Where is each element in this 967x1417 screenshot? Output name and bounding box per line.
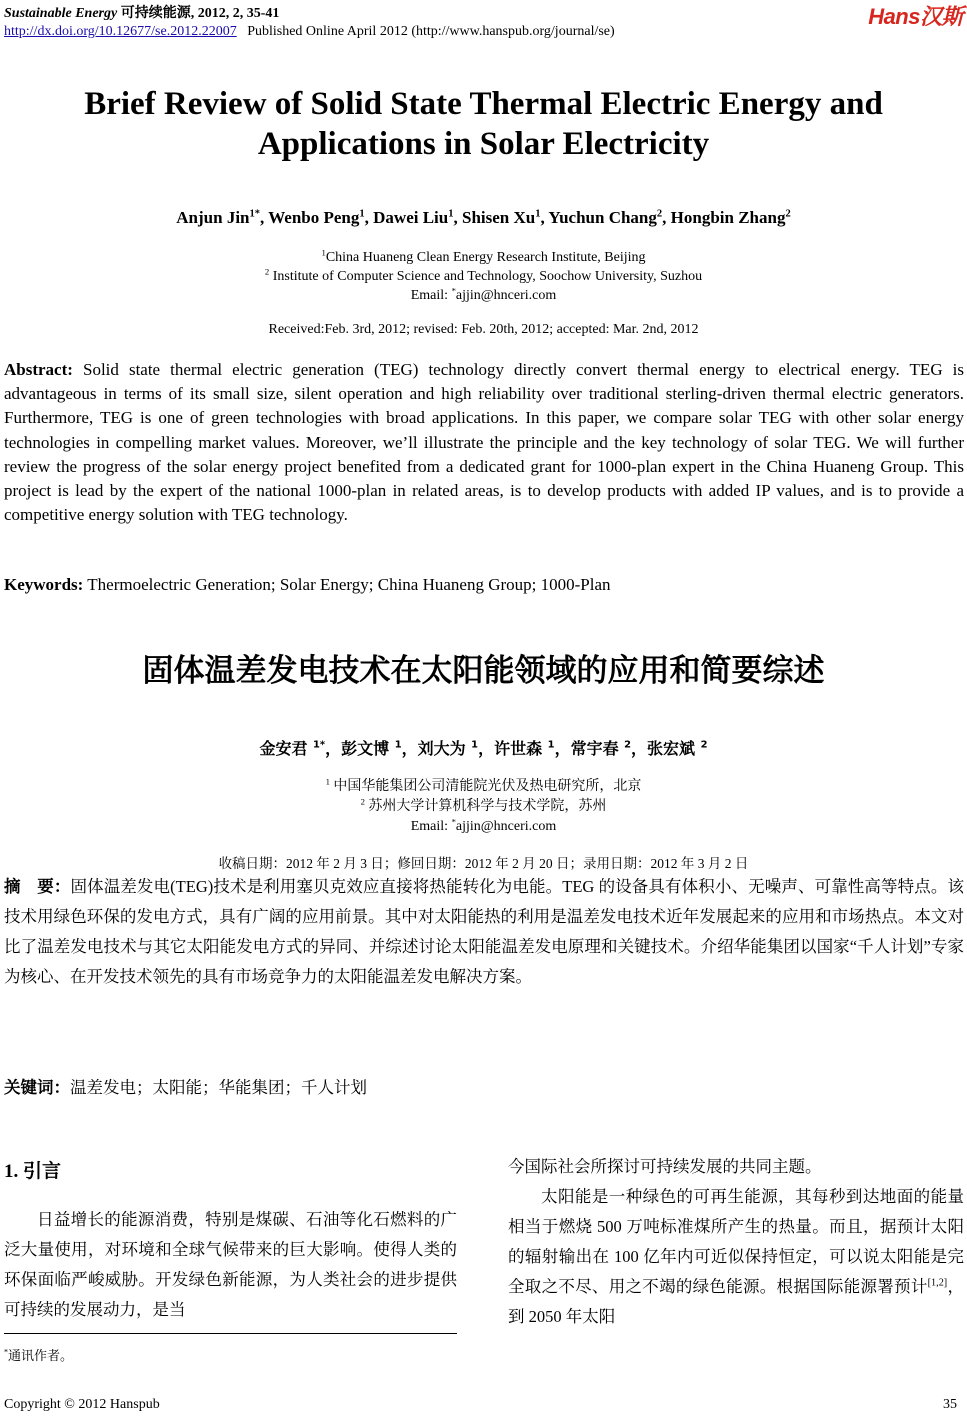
journal-issue: , 2012, 2, 35-41 xyxy=(190,6,280,21)
paper-title: Brief Review of Solid State Thermal Electric Energy and Applications in Solar Electricity xyxy=(84,86,883,162)
received-dates: Received:Feb. 3rd, 2012; revised: Feb. 20th, 2012; accepted: Mar. 2nd, 2012 xyxy=(268,322,699,337)
journal-name-cn: 可持续能源 xyxy=(120,6,191,21)
keywords-label: Keywords: xyxy=(4,575,84,594)
published-online: Published Online April 2012 (http://www.hanspub.org/journal/se) xyxy=(247,24,615,39)
abstract-cn xyxy=(4,872,964,992)
abstract-cn-label: 摘 要： xyxy=(4,877,71,896)
email-en: Email: *ajjin@hnceri.com xyxy=(410,285,557,303)
doi-link[interactable]: http://dx.doi.org/10.12677/se.2012.22007 xyxy=(4,24,237,39)
keywords-cn-text: 温差发电；太阳能；华能集团；千人计划 xyxy=(70,1078,367,1097)
affiliation-cn-1: $^1$ 中国华能集团公司清能院光伏及热电研究所，北京 xyxy=(325,776,642,794)
affiliation-cn-2: $^2$ 苏州大学计算机科学与技术学院，苏州 xyxy=(360,796,607,814)
keywords-en xyxy=(4,573,964,597)
body-right-paragraph: 太阳能是一种绿色的可再生能源，其每秒到达地面的能量相当于燃烧 500 万吨标准煤所产生的热量。而且，据预计太阳的辐射输出在 100 亿年内可近似保持恒定，可以说太阳能是完全取之不尽、用之不竭的绿色能源。根据国际能源署预计[1,2]，到 2050 年太阳 xyxy=(508,1187,965,1326)
authors-cn: 金安君 $^{1*}$，彭文博 $^1$，刘大为 $^1$，许世森 $^1$，常宇春 $^2$，张宏斌 $^2$ xyxy=(259,739,708,758)
footnote-rule xyxy=(4,1333,457,1334)
keywords-text: Thermoelectric Generation; Solar Energy; China Huaneng Group; 1000-Plan xyxy=(87,575,611,594)
footnote: *通讯作者。 xyxy=(4,1347,74,1363)
doi-line xyxy=(4,24,615,40)
body-left-paragraph: 日益增长的能源消费，特别是煤碳、石油等化石燃料的广泛大量使用，对环境和全球气候带来的巨大影响。使得人类的环保面临严峻威胁。开发绿色新能源，为人类社会的进步提供可持续的发展动力，是当 xyxy=(4,1210,457,1319)
journal-name xyxy=(4,2,279,22)
affiliation-1: $^1$China Huaneng Clean Energy Research Institute, Beijing xyxy=(321,247,646,265)
abstract-label: Abstract: xyxy=(4,360,73,379)
abstract-en xyxy=(4,358,964,527)
keywords-cn-label: 关键词： xyxy=(4,1078,70,1097)
affiliation-2: $^2$ Institute of Computer Science and Technology, Soochow University, Suzhou xyxy=(264,266,703,284)
abstract-cn-text: 固体温差发电(TEG)技术是利用塞贝克效应直接将热能转化为电能。TEG 的设备具有体积小、无噪声、可靠性高等特点。该技术用绿色环保的发电方式，具有广阔的应用前景。其中对太阳能热的利用是温差发电技术近年发展起来的应用和市场热点。本文对比了温差发电技术与其它太阳能发电方式的异同、并综述讨论太阳能温差发电原理和关键技术。介绍华能集团以国家“千人计划”专家为核心、在开发技术领先的具有市场竞争力的太阳能温差发电解决方案。 xyxy=(4,877,965,986)
paper-title-cn: 固体温差发电技术在太阳能领域的应用和简要综述 xyxy=(142,653,825,689)
keywords-cn xyxy=(4,1074,367,1098)
authors-en: Anjun Jin$^{1*}$, Wenbo Peng$^1$, Dawei Liu$^1$, Shisen Xu$^1$, Yuchun Chang$^2$, Hongbin Zhang$^2$ xyxy=(176,208,791,227)
citation-ref[interactable]: [1,2] xyxy=(927,1277,948,1289)
email-cn: Email: *ajjin@hnceri.com xyxy=(410,816,557,834)
section-heading-introduction: 1. 引言 xyxy=(4,1161,62,1182)
page-number: 35 xyxy=(943,1397,957,1412)
body-right-line: 今国际社会所探讨可持续发展的共同主题。 xyxy=(508,1157,822,1176)
copyright: Copyright © 2012 Hanspub xyxy=(4,1397,160,1412)
journal-name-en: Sustainable Energy xyxy=(4,6,118,21)
hans-logo: Hans汉斯 xyxy=(868,4,963,29)
received-dates-cn: 收稿日期：2012 年 2 月 3 日；修回日期：2012 年 2 月 20 日；录用日期：2012 年 3 月 2 日 xyxy=(218,856,749,871)
abstract-text: Solid state thermal electric generation (TEG) technology directly convert thermal energy to electrical energy. TEG is advantageous in terms of its small size, silent operation and high reliability over traditional sterling-driven thermal electric generators. Furthermore, TEG is one of green technologies with broad applications. In this paper, we compare solar TEG with other solar energy technologies in compelling market values. Moreover, we’ll illustrate the principle and the key technology of solar TEG. We will further review the progress of the solar energy project benefited from a dedicated grant for 1000-plan expert in the China Huaneng Group. This project is lead by the expert of the national 1000-plan in related areas, is to develop products with added IP values, and is to provide a competitive energy solution with TEG technology. xyxy=(4,360,964,525)
